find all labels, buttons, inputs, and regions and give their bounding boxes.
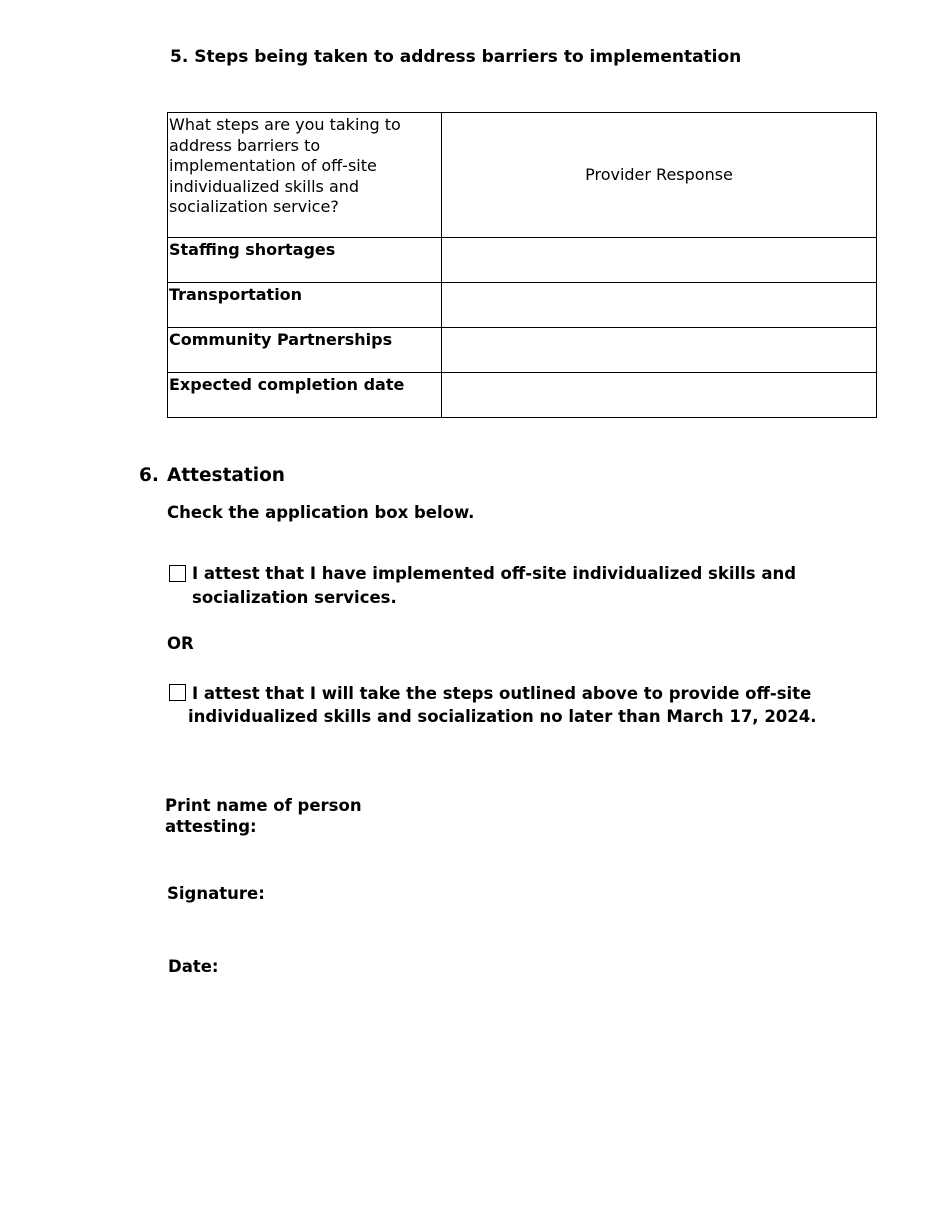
question-header-cell: What steps are you taking to address barriers to implementation of off-site individualized skills and socialization service? — [168, 113, 442, 238]
response-cell-community-partnerships[interactable] — [442, 328, 877, 373]
response-cell-expected-completion-date[interactable] — [442, 373, 877, 418]
table-row — [168, 283, 877, 328]
row-label-community-partnerships: Community Partnerships — [168, 328, 442, 373]
response-cell-transportation[interactable] — [442, 283, 877, 328]
table-row — [168, 373, 877, 418]
row-label-transportation: Transportation — [168, 283, 442, 328]
table-header-row — [168, 113, 877, 238]
table-row — [168, 238, 877, 283]
print-name-label-line1: Print name of person — [165, 796, 362, 815]
table-row — [168, 328, 877, 373]
signature-label: Signature: — [167, 884, 265, 903]
date-label: Date: — [168, 957, 219, 976]
attest-implemented-checkbox[interactable] — [169, 565, 186, 582]
barriers-table — [167, 112, 877, 418]
attest-implemented-text-line1: I attest that I have implemented off-site individualized skills and — [192, 564, 797, 583]
print-name-label-line2: attesting: — [165, 817, 257, 836]
row-label-staffing-shortages: Staffing shortages — [168, 238, 442, 283]
attest-will-implement-text-line2: individualized skills and socialization no later than March 17, 2024. — [188, 707, 817, 726]
row-label-expected-completion-date: Expected completion date — [168, 373, 442, 418]
section-6-title: Attestation — [167, 465, 285, 486]
or-separator: OR — [167, 634, 194, 653]
attest-will-implement-checkbox[interactable] — [169, 684, 186, 701]
section-5-heading: 5. Steps being taken to address barriers to implementation — [170, 47, 742, 67]
response-cell-staffing-shortages[interactable] — [442, 238, 877, 283]
attest-will-implement-text-line1: I attest that I will take the steps outlined above to provide off-site — [192, 684, 812, 703]
section-6-number: 6. — [139, 465, 159, 486]
attestation-instruction: Check the application box below. — [167, 503, 475, 522]
attest-implemented-text-line2: socialization services. — [192, 588, 397, 607]
provider-response-header-cell: Provider Response — [442, 113, 877, 238]
